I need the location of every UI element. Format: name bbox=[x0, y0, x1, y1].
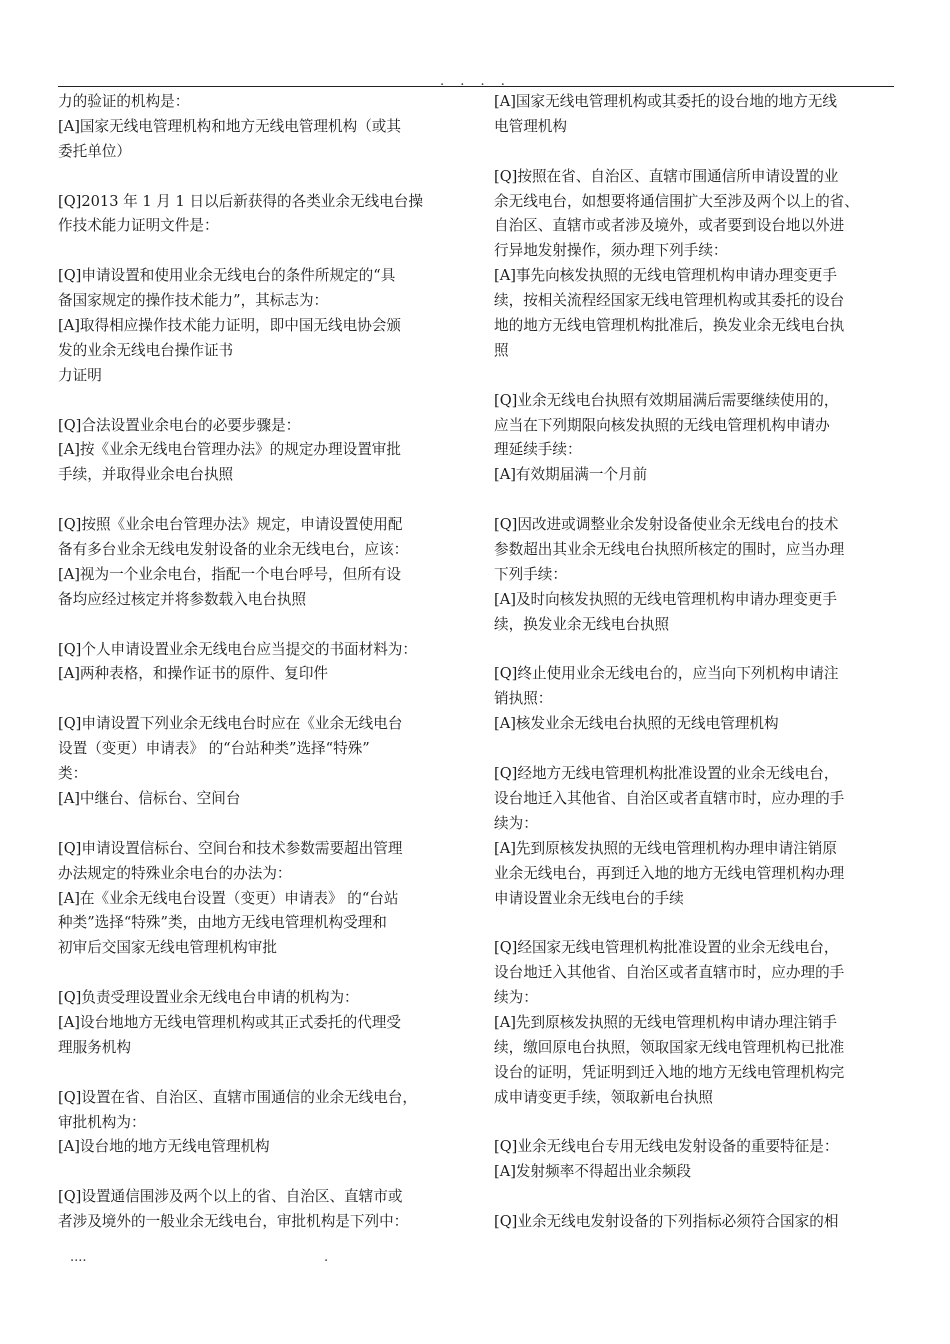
blank-line bbox=[494, 638, 898, 663]
question-line: [Q]终止使用业余无线电台的，应当向下列机构申请注 bbox=[494, 665, 839, 683]
question-line: [Q]因改进或调整业余发射设备使业余无线电台的技术 bbox=[494, 516, 839, 534]
text-line: 初审后交国家无线电管理机构审批 bbox=[58, 939, 277, 957]
blank-line bbox=[494, 911, 898, 936]
text-line: 备国家规定的操作技术能力”，其标志为： bbox=[58, 292, 329, 310]
question-line: [Q]个人申请设置业余无线电台应当提交的书面材料为： bbox=[58, 640, 418, 658]
blank-line bbox=[58, 812, 462, 837]
answer-line: [A]先到原核发执照的无线电管理机构办理申请注销原 bbox=[494, 839, 837, 857]
text-line: 设置（变更）申请表》 的“台站种类”选择“特殊” bbox=[58, 740, 370, 758]
text-line: 设台地迁入其他省、自治区或者直辖市时，应办理的手 bbox=[494, 789, 845, 807]
text-line: 续，按相关流程经国家无线电管理机构或其委托的设台 bbox=[494, 292, 845, 310]
text-line: 手续，并取得业余电台执照 bbox=[58, 466, 234, 484]
question-line: [Q]按照在省、自治区、直辖市围通信所申请设置的业 bbox=[494, 167, 839, 185]
footer-left-marker: .... bbox=[70, 1250, 87, 1265]
text-line: 办法规定的特殊业余电台的办法为： bbox=[58, 864, 292, 882]
answer-line: [A]设台地的地方无线电管理机构 bbox=[58, 1138, 270, 1156]
blank-line bbox=[494, 140, 898, 165]
text-line: 设台的证明，凭证明到迁入地的地方无线电管理机构完 bbox=[494, 1063, 845, 1081]
question-line: [Q]2013 年 1 月 1 日以后新获得的各类业余无线电台操 bbox=[58, 192, 423, 210]
blank-line bbox=[58, 488, 462, 513]
text-line: 理延续手续： bbox=[494, 441, 582, 459]
answer-line: [A]国家无线电管理机构或其委托的设台地的地方无线 bbox=[494, 93, 837, 110]
answer-line: [A]事先向核发执照的无线电管理机构申请办理变更手 bbox=[494, 267, 837, 285]
blank-line bbox=[494, 737, 898, 762]
text-line: 业余无线电台，再到迁入地的地方无线电管理机构办理 bbox=[494, 864, 845, 882]
blank-line bbox=[494, 364, 898, 389]
answer-line: [A]国家无线电管理机构和地方无线电管理机构（或其 bbox=[58, 117, 401, 135]
text-line: 种类”选择“特殊”类，由地方无线电管理机构受理和 bbox=[58, 914, 387, 932]
footer-center-marker: . bbox=[324, 1250, 329, 1265]
text-line: 理服务机构 bbox=[58, 1038, 131, 1056]
answer-line: [A]中继台、信标台、空间台 bbox=[58, 789, 241, 807]
text-line: 成申请变更手续，领取新电台执照 bbox=[494, 1088, 713, 1106]
answer-line: [A]先到原核发执照的无线电管理机构申请办理注销手 bbox=[494, 1013, 837, 1031]
text-line: 电管理机构 bbox=[494, 117, 567, 135]
text-line: 设台地迁入其他省、自治区或者直辖市时，应办理的手 bbox=[494, 964, 845, 982]
answer-line: [A]有效期届满一个月前 bbox=[494, 466, 648, 484]
text-line: 地的地方无线电管理机构批准后，换发业余无线电台执 bbox=[494, 317, 845, 335]
text-line: 备有多台业余无线电发射设备的业余无线电台，应该： bbox=[58, 541, 409, 559]
text-line: 者涉及境外的一般业余无线电台，审批机构是下列中： bbox=[58, 1213, 409, 1231]
answer-line: [A]按《业余无线电台管理办法》的规定办理设置审批 bbox=[58, 441, 401, 459]
text-line: 续为： bbox=[494, 814, 538, 832]
text-line: 应当在下列期限向核发执照的无线电管理机构申请办 bbox=[494, 416, 830, 434]
answer-line: [A]在《业余无线电台设置（变更）申请表》 的“台站 bbox=[58, 889, 399, 907]
blank-line bbox=[494, 488, 898, 513]
text-line: 发的业余无线电台操作证书 bbox=[58, 341, 234, 359]
question-line: [Q]申请设置信标台、空间台和技术参数需要超出管理 bbox=[58, 839, 403, 857]
blank-line bbox=[58, 961, 462, 986]
answer-line: [A]及时向核发执照的无线电管理机构申请办理变更手 bbox=[494, 590, 837, 608]
blank-line bbox=[58, 165, 462, 190]
question-line: [Q]经地方无线电管理机构批准设置的业余无线电台， bbox=[494, 765, 839, 783]
blank-line bbox=[58, 239, 462, 264]
question-line: [Q]负责受理设置业余无线电台申请的机构为： bbox=[58, 989, 359, 1007]
question-line: [Q]合法设置业余电台的必要步骤是： bbox=[58, 416, 301, 434]
header-marker: . . . . bbox=[440, 74, 511, 89]
question-line: [Q]设置在省、自治区、直辖市围通信的业余无线电台， bbox=[58, 1088, 418, 1106]
text-line: 销执照： bbox=[494, 690, 553, 708]
blank-line bbox=[58, 389, 462, 414]
blank-line bbox=[58, 687, 462, 712]
text-line: 自治区、直辖市或者涉及境外，或者要到设台地以外进 bbox=[494, 217, 845, 235]
text-line: 委托单位） bbox=[58, 142, 131, 160]
question-line: [Q]设置通信围涉及两个以上的省、自治区、直辖市或 bbox=[58, 1188, 403, 1206]
question-line: [Q]申请设置下列业余无线电台时应在《业余无线电台 bbox=[58, 715, 403, 733]
text-line: 续，换发业余无线电台执照 bbox=[494, 615, 670, 633]
blank-line bbox=[494, 1111, 898, 1136]
question-line: [Q]业余无线电台专用无线电发射设备的重要特征是： bbox=[494, 1138, 839, 1156]
text-line: 力的验证的机构是： bbox=[58, 93, 190, 110]
blank-line bbox=[58, 613, 462, 638]
text-line: 申请设置业余无线电台的手续 bbox=[494, 889, 684, 907]
answer-line: [A]核发业余无线电台执照的无线电管理机构 bbox=[494, 715, 779, 733]
question-line: [Q]业余无线电发射设备的下列指标必须符合国家的相 bbox=[494, 1213, 839, 1231]
answer-line: [A]发射频率不得超出业余频段 bbox=[494, 1163, 692, 1181]
question-line: [Q]经国家无线电管理机构批准设置的业余无线电台， bbox=[494, 939, 839, 957]
question-line: [Q]业余无线电台执照有效期届满后需要继续使用的， bbox=[494, 391, 839, 409]
text-line: 续为： bbox=[494, 989, 538, 1007]
text-line: 行异地发射操作，须办理下列手续： bbox=[494, 242, 728, 260]
blank-line bbox=[58, 1160, 462, 1185]
blank-line bbox=[58, 1061, 462, 1086]
text-line: 下列手续： bbox=[494, 565, 567, 583]
text-line: 审批机构为： bbox=[58, 1113, 146, 1131]
question-line: [Q]申请设置和使用业余无线电台的条件所规定的“具 bbox=[58, 267, 396, 285]
answer-line: [A]两种表格，和操作证书的原件、复印件 bbox=[58, 665, 329, 683]
text-line: 备均应经过核定并将参数载入电台执照 bbox=[58, 590, 307, 608]
left-column bbox=[58, 90, 462, 1235]
blank-line bbox=[494, 1185, 898, 1210]
answer-line: [A]视为一个业余电台，指配一个电台呼号，但所有设 bbox=[58, 565, 401, 583]
question-line: [Q]按照《业余电台管理办法》规定，申请设置使用配 bbox=[58, 516, 403, 534]
text-line: 余无线电台，如想要将通信围扩大至涉及两个以上的省、 bbox=[494, 192, 859, 210]
text-line: 力证明 bbox=[58, 366, 102, 384]
text-line: 作技术能力证明文件是： bbox=[58, 217, 219, 235]
answer-line: [A]取得相应操作技术能力证明，即中国无线电协会颁 bbox=[58, 317, 401, 335]
answer-line: [A]设台地地方无线电管理机构或其正式委托的代理受 bbox=[58, 1013, 401, 1031]
text-line: 照 bbox=[494, 341, 509, 359]
header-rule bbox=[58, 86, 894, 87]
text-line: 续，缴回原电台执照，领取国家无线电管理机构已批准 bbox=[494, 1038, 845, 1056]
text-line: 类： bbox=[58, 765, 88, 783]
right-column bbox=[494, 90, 898, 1235]
text-line: 参数超出其业余无线电台执照所核定的围时，应当办理 bbox=[494, 541, 845, 559]
